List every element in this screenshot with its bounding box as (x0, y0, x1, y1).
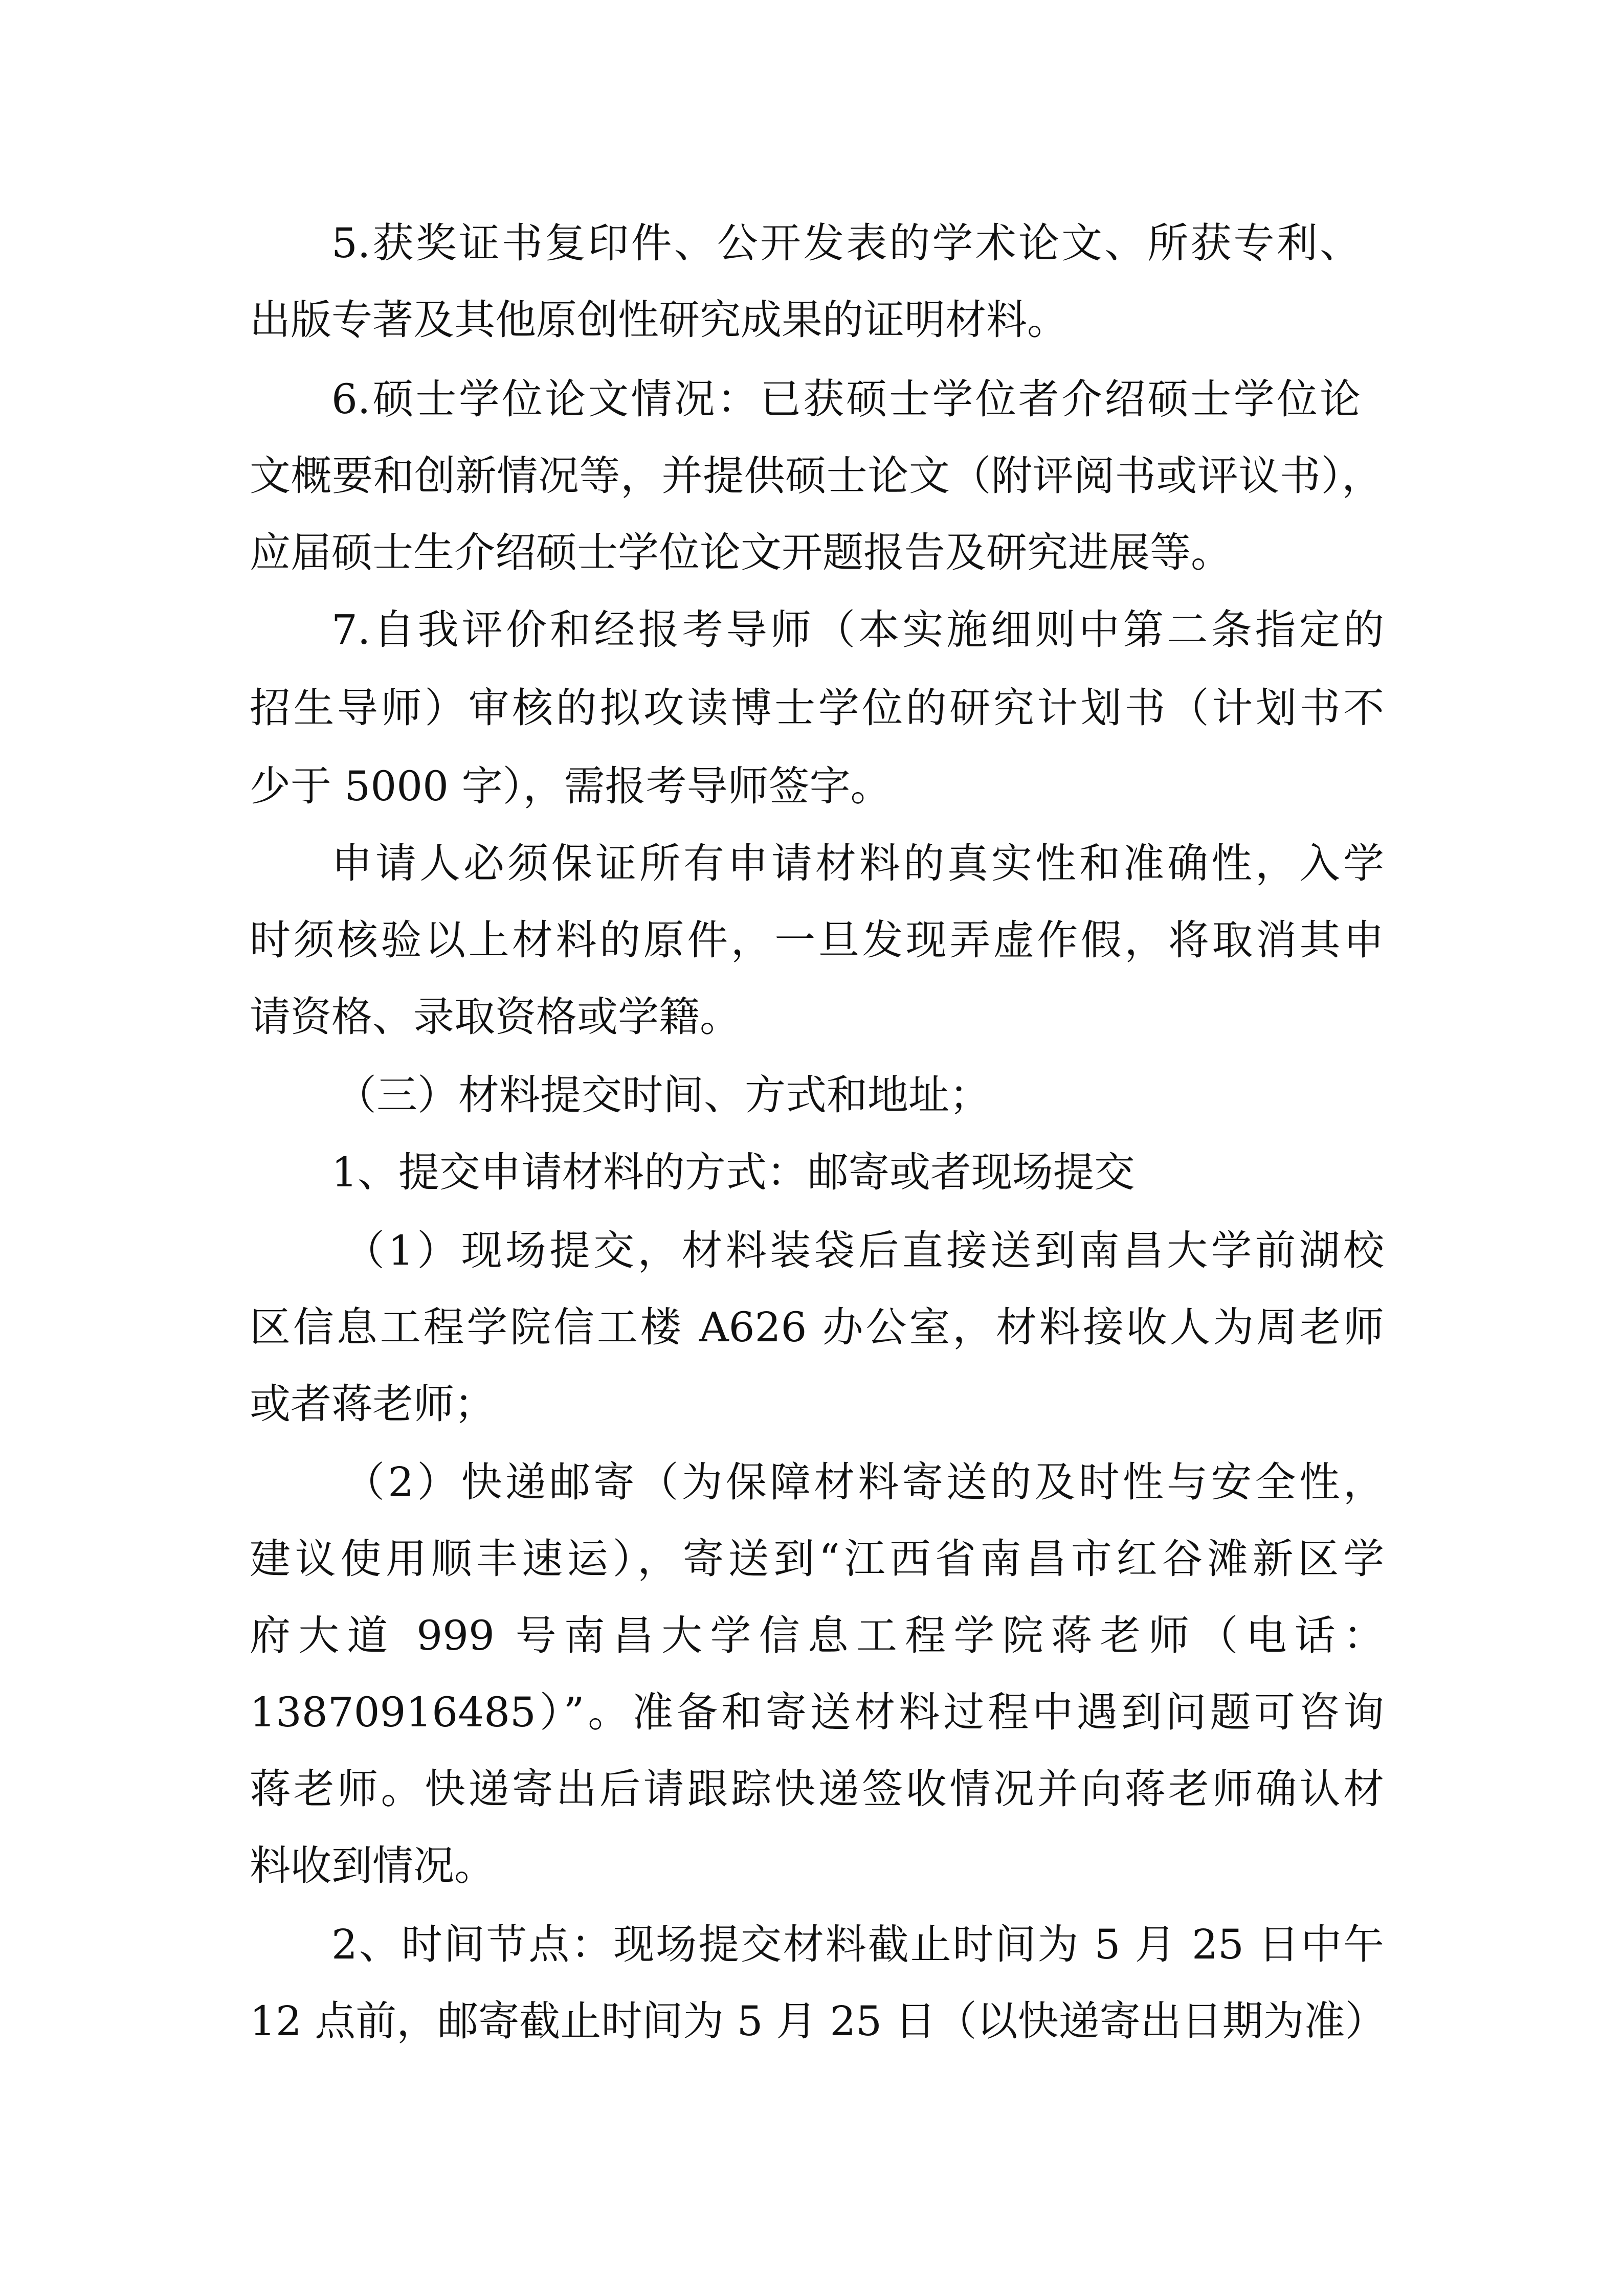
courier-line-1: （2）快递邮寄（为保障材料寄送的及时性与安全性， (344, 1458, 1384, 1506)
courier-line-5: 蒋老师。快递寄出后请跟踪快递签收情况并向蒋老师确认材 (250, 1765, 1384, 1813)
paragraph-6-line-1: 6.硕士学位论文情况：已获硕士学位者介绍硕士学位论 (331, 375, 1361, 423)
courier-line-3: 府大道 999 号南昌大学信息工程学院蒋老师（电话： (250, 1612, 1384, 1659)
notice-line-2: 时须核验以上材料的原件，一旦发现弄虚作假，将取消其申 (250, 916, 1384, 964)
paragraph-6-line-3: 应届硕士生介绍硕士学位论文开题报告及研究进展等。 (250, 529, 1232, 576)
paragraph-7-line-3: 少于 5000 字），需报考导师签字。 (250, 762, 892, 810)
submission-method-heading: 1、提交申请材料的方式：邮寄或者现场提交 (331, 1149, 1135, 1196)
paragraph-5-line-1: 5.获奖证书复印件、公开发表的学术论文、所获专利、 (331, 219, 1361, 267)
deadline-line-1: 2、时间节点：现场提交材料截止时间为 5 月 25 日中午 (331, 1921, 1384, 1968)
courier-line-6: 料收到情况。 (250, 1842, 495, 1889)
courier-line-2: 建议使用顺丰速运），寄送到“江西省南昌市红谷滩新区学 (250, 1535, 1384, 1583)
onsite-line-1: （1）现场提交，材料装袋后直接送到南昌大学前湖校 (344, 1227, 1384, 1274)
paragraph-6-line-2: 文概要和创新情况等，并提供硕士论文（附评阅书或评议书）， (250, 452, 1383, 500)
paragraph-7-line-1: 7.自我评价和经报考导师（本实施细则中第二条指定的 (331, 606, 1384, 654)
section-heading-3: （三）材料提交时间、方式和地址； (336, 1071, 990, 1119)
deadline-line-2: 12 点前，邮寄截止时间为 5 月 25 日（以快递寄出日期为准） (250, 1997, 1386, 2045)
notice-line-1: 申请人必须保证所有申请材料的真实性和准确性，入学 (331, 840, 1384, 887)
paragraph-5-line-2: 出版专著及其他原创性研究成果的证明材料。 (250, 296, 1068, 344)
paragraph-7-line-2: 招生导师）审核的拟攻读博士学位的研究计划书（计划书不 (250, 684, 1384, 732)
notice-line-3: 请资格、录取资格或学籍。 (250, 993, 741, 1041)
courier-line-4: 13870916485）”。准备和寄送材料过程中遇到问题可咨询 (250, 1689, 1384, 1736)
onsite-line-3: 或者蒋老师； (250, 1380, 495, 1428)
onsite-line-2: 区信息工程学院信工楼 A626 办公室，材料接收人为周老师 (250, 1303, 1384, 1351)
